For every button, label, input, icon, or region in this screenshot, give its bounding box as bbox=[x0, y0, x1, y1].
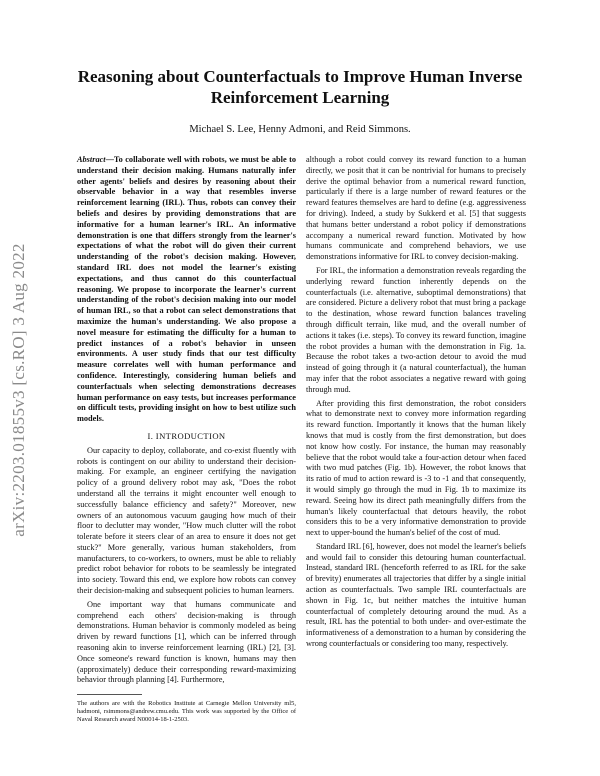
footnote-rule bbox=[77, 694, 142, 695]
arxiv-stamp: arXiv:2203.01855v3 [cs.RO] 3 Aug 2022 bbox=[9, 243, 28, 537]
abstract bbox=[77, 155, 296, 425]
abstract-text: —To collaborate well with robots, we must be able to understand their decision making. Humans naturally infer other agents' beliefs and desires by reasoning about their observable behavior in a way that resembles inverse reinforcement learning (IRL). Thus, robots can convey their beliefs and desires by providing demonstrations that are informative for a human learner's IRL. An informative demonstration is one that differs strongly from the learner's expectations of what the robot will do given their current understanding of the robot's decision making. However, standard IRL does not model the learner's existing expectations, and thus cannot do this counterfactual reasoning. We propose to incorporate the learner's current understanding of the robot's decision making into our model of human IRL, so that a robot can select demonstrations that maximize the human's understanding. We also propose a novel measure for estimating the difficulty for a human to predict instances of a robot's behavior in unseen environments. A user study finds that our test difficulty measure correlates well with human performance and confidence. Interestingly, considering human beliefs and counterfactuals when selecting demonstrations decreases human performance on easy tests, but increases performance on difficult tests, providing insight on how to best utilize such models. bbox=[77, 155, 296, 424]
right-column bbox=[306, 155, 526, 650]
paragraph: although a robot could convey its reward function to a human directly, we posit that it can be nontrivial for humans to precisely derive the optimal behavior from a numerical reward function, particularly if there is a large number of reward features or the reward features themselves are hard to define (e.g. aggressiveness for driving). Indeed, a study by Sukkerd et al. [5] that suggests that humans better understand a robot policy if demonstrations accompany a numerical reward function. Motivated by how humans communicate and comprehend behaviors, we use demonstrations informative for IRL to convey decision-making. bbox=[306, 155, 526, 262]
section-heading-introduction: I. INTRODUCTION bbox=[147, 430, 226, 441]
paragraph: Standard IRL [6], however, does not model the learner's beliefs and would fail to consider this detouring human counterfactual. Instead, standard IRL (henceforth referred to as IRL for the sake of brevity) enumerates all trajectories that differ by a single initial action as counterfactuals. Two sample IRL counterfactuals are shown in Fig. 1c, but neither matches the intuitive human counterfactual of completely detouring around the mud. As a result, IRL has the potential to both under- and over-estimate the informativeness of a demonstration to a human by considering the wrong counterfactuals or considering too many, respectively. bbox=[306, 541, 526, 649]
paragraph: After providing this first demonstration, the robot considers what to demonstrate next to convey more information regarding its reward function. Importantly it knows that the human likely knows that mud is costly from the first demonstration, but does not know how costly. For instance, the human may reasonably believe that the robot would take a four-action detour when faced with two mud patches (Fig. 1b). However, the robot knows that its ratio of mud to action reward is -3 to -1 and that consequently, it would simply go through the mud in Fig. 1b to maximize its reward. Seeing how its direct path meaningfully differs from the human's likely counterfactual that detours heavily, the robot considers this to be a very informative demonstration to provide next to upper-bound the human's belief of the cost of mud. bbox=[306, 398, 526, 538]
abstract-label: Abstract bbox=[77, 155, 106, 164]
paper-authors: Michael S. Lee, Henny Admoni, and Reid Simmons. bbox=[189, 124, 411, 135]
paragraph: Our capacity to deploy, collaborate, and co-exist fluently with robots is contingent on our ability to understand their decision-making. For example, an engineer certifying the navigation policy of a ground delivery robot may ask, "Does the robot understand all the terrains it might encounter well enough to successfully balance efficiency and safety?" Moreover, new owners of an autonomous vacuum gauging how much of their floor to declutter may wonder, "How much clutter will the robot tolerate before it steers clear of an area to ensure it does not get stuck?" More generally, various human stakeholders, from manufacturers, to co-workers, to owners, must be able to reliably predict robot behavior for robots to be seamlessly be integrated into society. Toward this end, we explore how robots can convey their decision-making and subsequent policies to human learners. bbox=[77, 445, 296, 596]
paper-title: Reasoning about Counterfactuals to Improve Human Inverse Reinforcement Learning bbox=[77, 67, 523, 107]
left-column bbox=[77, 155, 296, 686]
footnote: The authors are with the Robotics Institute at Carnegie Mellon University ml5, hadmoni, rsimmons@andrew.cmu.edu. This work was supported by the Office of Naval Research award N00014-18-1-2503. bbox=[77, 700, 296, 723]
paragraph: One important way that humans communicate and comprehend each others' decision-making is through demonstrations. Human behavior is commonly modeled as being driven by reward functions [1], which can be inferred through reasoning akin to inverse reinforcement learning (IRL) [2], [3]. Once someone's reward function is known, humans may then (approximately) deduce their corresponding reward-maximizing behavior through planning [4]. Furthermore, bbox=[77, 599, 296, 685]
paragraph: For IRL, the information a demonstration reveals regarding the underlying reward function inherently depends on the counterfactuals (i.e. alternative, suboptimal demonstrations) that are considered. Picture a delivery robot that must bring a package to the destination, whose reward function balances traveling through difficult terrain, like mud, and the overall number of actions it takes (i.e. steps). To convey its reward function, imagine the robot provides a human with the demonstration in Fig. 1a. Because the robot takes a two-action detour to avoid the mud instead of going through it (a natural counterfactual), the human may infer that the robot associates a negative reward with going through mud. bbox=[306, 265, 526, 394]
